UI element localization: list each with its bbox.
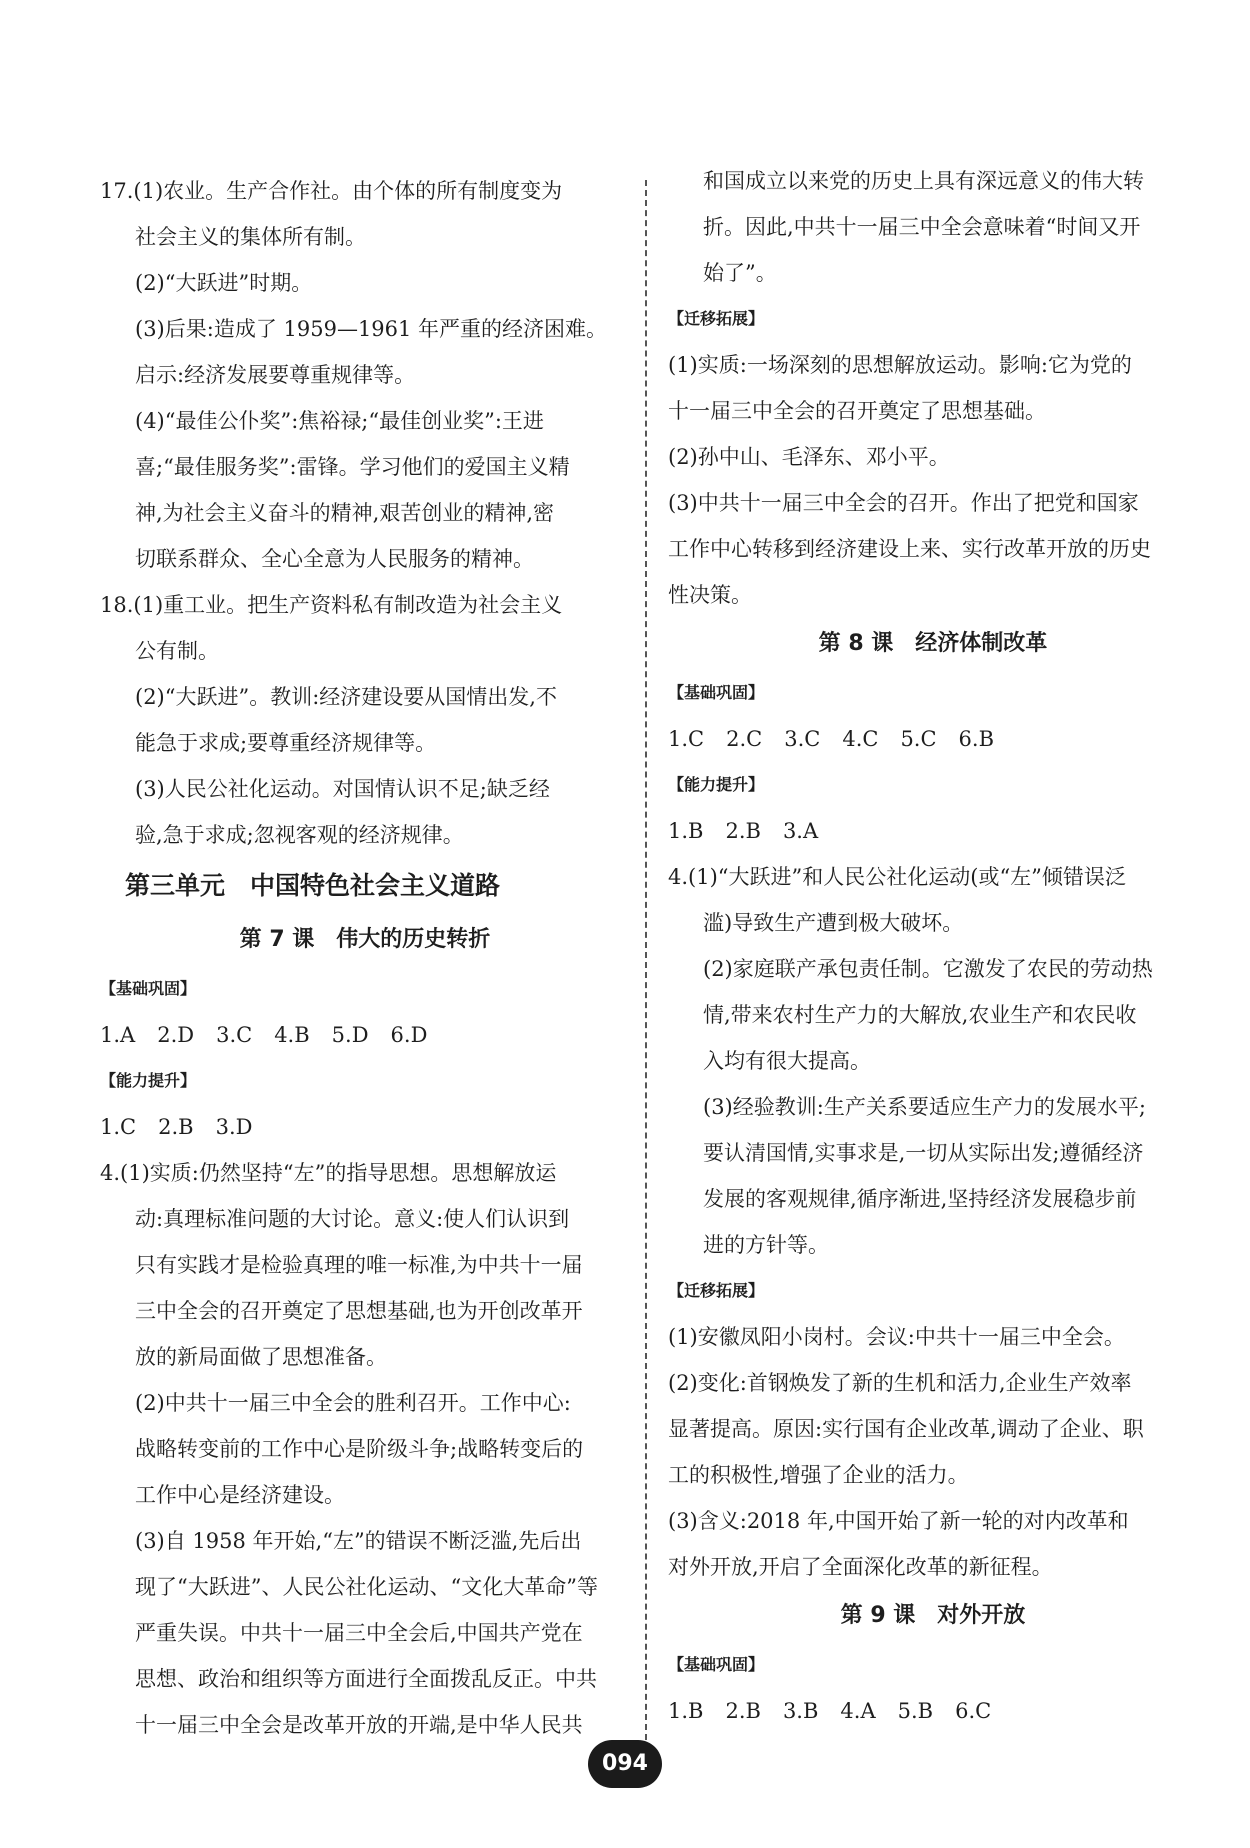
answer-item: 1.B bbox=[668, 819, 704, 843]
q4-8-line: 要认清国情,实事求是,一切从实际出发;遵循经济 bbox=[703, 1141, 1144, 1165]
answer-item: 5.B bbox=[897, 1699, 934, 1723]
q17-line: (2)“大跃进”时期。 bbox=[135, 271, 313, 295]
ability-answers-8 bbox=[668, 808, 1198, 854]
section-tag-extend: 【迁移拓展】 bbox=[668, 1281, 765, 1300]
answer-item: 1.C bbox=[100, 1115, 137, 1139]
q4-8-line: 情,带来农村生产力的大解放,农业生产和农民收 bbox=[703, 1003, 1137, 1027]
q18-line: (2)“大跃进”。教训:经济建设要从国情出发,不 bbox=[135, 685, 557, 709]
q4-line: 只有实践才是检验真理的唯一标准,为中共十一届 bbox=[135, 1253, 583, 1277]
answer-item: 3.C bbox=[216, 1023, 253, 1047]
q4-line: (2)中共十一届三中全会的胜利召开。工作中心: bbox=[135, 1391, 571, 1415]
answer-item: 6.B bbox=[958, 727, 995, 751]
q4-line: 严重失误。中共十一届三中全会后,中国共产党在 bbox=[135, 1621, 583, 1645]
extend-answers-8 bbox=[668, 1314, 1198, 1590]
extend-line: (3)中共十一届三中全会的召开。作出了把党和国家 bbox=[668, 491, 1139, 515]
answer-item: 5.D bbox=[331, 1023, 369, 1047]
q17-line: 喜;“最佳服务奖”:雷锋。学习他们的爱国主义精 bbox=[135, 455, 570, 479]
extend-line: 性决策。 bbox=[668, 583, 752, 607]
answer-item: 4.C bbox=[842, 727, 879, 751]
extend-line: (1)安徽凤阳小岗村。会议:中共十一届三中全会。 bbox=[668, 1325, 1125, 1349]
extend-line: 工的积极性,增强了企业的活力。 bbox=[668, 1463, 969, 1487]
q17-line: 神,为社会主义奋斗的精神,艰苦创业的精神,密 bbox=[135, 501, 555, 525]
question-18 bbox=[100, 582, 630, 858]
extend-line: 十一届三中全会的召开奠定了思想基础。 bbox=[668, 399, 1046, 423]
answer-item: 1.A bbox=[100, 1023, 136, 1047]
q4-line: 十一届三中全会是改革开放的开端,是中华人民共 bbox=[135, 1713, 583, 1737]
column-divider bbox=[645, 180, 647, 1740]
q18-line: (3)人民公社化运动。对国情认识不足;缺乏经 bbox=[135, 777, 550, 801]
q18-line: 验,急于求成;忽视客观的经济规律。 bbox=[135, 823, 464, 847]
answer-item: 3.D bbox=[215, 1115, 253, 1139]
q4-line: 4.(1)实质:仍然坚持“左”的指导思想。思想解放运 bbox=[100, 1161, 557, 1185]
extend-line: 对外开放,开启了全面深化改革的新征程。 bbox=[668, 1555, 1053, 1579]
q4-8-line: (2)家庭联产承包责任制。它激发了农民的劳动热 bbox=[703, 957, 1153, 981]
q4-8-line: 入均有很大提高。 bbox=[703, 1049, 871, 1073]
continue-line: 折。因此,中共十一届三中全会意味着“时间又开 bbox=[703, 215, 1141, 239]
page-number: 094 bbox=[588, 1740, 662, 1788]
basic-answers-7 bbox=[100, 1012, 630, 1058]
q4-line: 三中全会的召开奠定了思想基础,也为开创改革开 bbox=[135, 1299, 583, 1323]
answer-item: 4.A bbox=[840, 1699, 876, 1723]
section-tag-basic: 【基础巩固】 bbox=[668, 683, 765, 702]
section-tag-ability: 【能力提升】 bbox=[100, 1071, 197, 1090]
section-tag-basic: 【基础巩固】 bbox=[668, 1655, 765, 1674]
answer-item: 1.B bbox=[668, 1699, 704, 1723]
section-tag-ability: 【能力提升】 bbox=[668, 775, 765, 794]
lesson-9-title: 第 9 课 对外开放 bbox=[840, 1603, 1026, 1628]
answer-item: 2.D bbox=[157, 1023, 195, 1047]
extend-line: 工作中心转移到经济建设上来、实行改革开放的历史 bbox=[668, 537, 1151, 561]
extend-answers-7 bbox=[668, 342, 1198, 618]
q4-line: (3)自 1958 年开始,“左”的错误不断泛滥,先后出 bbox=[135, 1529, 582, 1553]
q4-line: 现了“大跃进”、人民公社化运动、“文化大革命”等 bbox=[135, 1575, 598, 1599]
continue-line: 和国成立以来党的历史上具有深远意义的伟大转 bbox=[703, 169, 1144, 193]
q17-line: (3)后果:造成了 1959—1961 年严重的经济困难。 bbox=[135, 317, 608, 341]
answer-item: 6.D bbox=[390, 1023, 428, 1047]
q17-line: 17.(1)农业。生产合作社。由个体的所有制度变为 bbox=[100, 179, 563, 203]
q4-8-line: 滥)导致生产遭到极大破坏。 bbox=[703, 911, 964, 935]
q18-line: 公有制。 bbox=[135, 639, 219, 663]
q18-line: 18.(1)重工业。把生产资料私有制改造为社会主义 bbox=[100, 593, 563, 617]
q4-line: 思想、政治和组织等方面进行全面拨乱反正。中共 bbox=[135, 1667, 597, 1691]
q4-8-line: (3)经验教训:生产关系要适应生产力的发展水平; bbox=[703, 1095, 1146, 1119]
basic-answers-9 bbox=[668, 1688, 1198, 1734]
q4-8-line: 发展的客观规律,循序渐进,坚持经济发展稳步前 bbox=[703, 1187, 1137, 1211]
q4-8-line: 进的方针等。 bbox=[703, 1233, 829, 1257]
q17-line: 启示:经济发展要尊重规律等。 bbox=[135, 363, 416, 387]
continued-answer bbox=[668, 158, 1198, 296]
q17-line: 切联系群众、全心全意为人民服务的精神。 bbox=[135, 547, 534, 571]
left-column bbox=[100, 168, 630, 1748]
answer-item: 4.B bbox=[274, 1023, 310, 1047]
lesson-7-title: 第 7 课 伟大的历史转折 bbox=[239, 927, 491, 952]
extend-line: (1)实质:一场深刻的思想解放运动。影响:它为党的 bbox=[668, 353, 1132, 377]
question-4-lesson-7 bbox=[100, 1150, 630, 1748]
question-17 bbox=[100, 168, 630, 582]
q4-line: 战略转变前的工作中心是阶级斗争;战略转变后的 bbox=[135, 1437, 584, 1461]
answer-item: 2.B bbox=[158, 1115, 194, 1139]
q17-line: 社会主义的集体所有制。 bbox=[135, 225, 366, 249]
continue-line: 始了”。 bbox=[703, 261, 777, 285]
q4-line: 动:真理标准问题的大讨论。意义:使人们认识到 bbox=[135, 1207, 570, 1231]
right-column bbox=[668, 158, 1198, 1734]
ability-answers-7 bbox=[100, 1104, 630, 1150]
answer-item: 2.B bbox=[725, 819, 761, 843]
extend-line: (3)含义:2018 年,中国开始了新一轮的对内改革和 bbox=[668, 1509, 1129, 1533]
section-tag-basic: 【基础巩固】 bbox=[100, 979, 197, 998]
q17-line: (4)“最佳公仆奖”:焦裕禄;“最佳创业奖”:王进 bbox=[135, 409, 544, 433]
lesson-8-title: 第 8 课 经济体制改革 bbox=[818, 631, 1048, 656]
answer-item: 2.C bbox=[726, 727, 763, 751]
answer-item: 3.B bbox=[782, 1699, 819, 1723]
extend-line: 显著提高。原因:实行国有企业改革,调动了企业、职 bbox=[668, 1417, 1144, 1441]
q4-8-line: 4.(1)“大跃进”和人民公社化运动(或“左”倾错误泛 bbox=[668, 865, 1126, 889]
answer-item: 2.B bbox=[725, 1699, 761, 1723]
answer-item: 3.C bbox=[784, 727, 821, 751]
q4-line: 放的新局面做了思想准备。 bbox=[135, 1345, 387, 1369]
basic-answers-8 bbox=[668, 716, 1198, 762]
answer-item: 6.C bbox=[955, 1699, 992, 1723]
answer-item: 1.C bbox=[668, 727, 705, 751]
q18-line: 能急于求成;要尊重经济规律等。 bbox=[135, 731, 437, 755]
unit-title: 第三单元 中国特色社会主义道路 bbox=[125, 871, 501, 900]
section-tag-extend: 【迁移拓展】 bbox=[668, 309, 765, 328]
answer-item: 3.A bbox=[782, 819, 819, 843]
extend-line: (2)变化:首钢焕发了新的生机和活力,企业生产效率 bbox=[668, 1371, 1132, 1395]
answer-item: 5.C bbox=[900, 727, 937, 751]
extend-line: (2)孙中山、毛泽东、邓小平。 bbox=[668, 445, 950, 469]
question-4-lesson-8 bbox=[668, 854, 1198, 1268]
q4-line: 工作中心是经济建设。 bbox=[135, 1483, 345, 1507]
